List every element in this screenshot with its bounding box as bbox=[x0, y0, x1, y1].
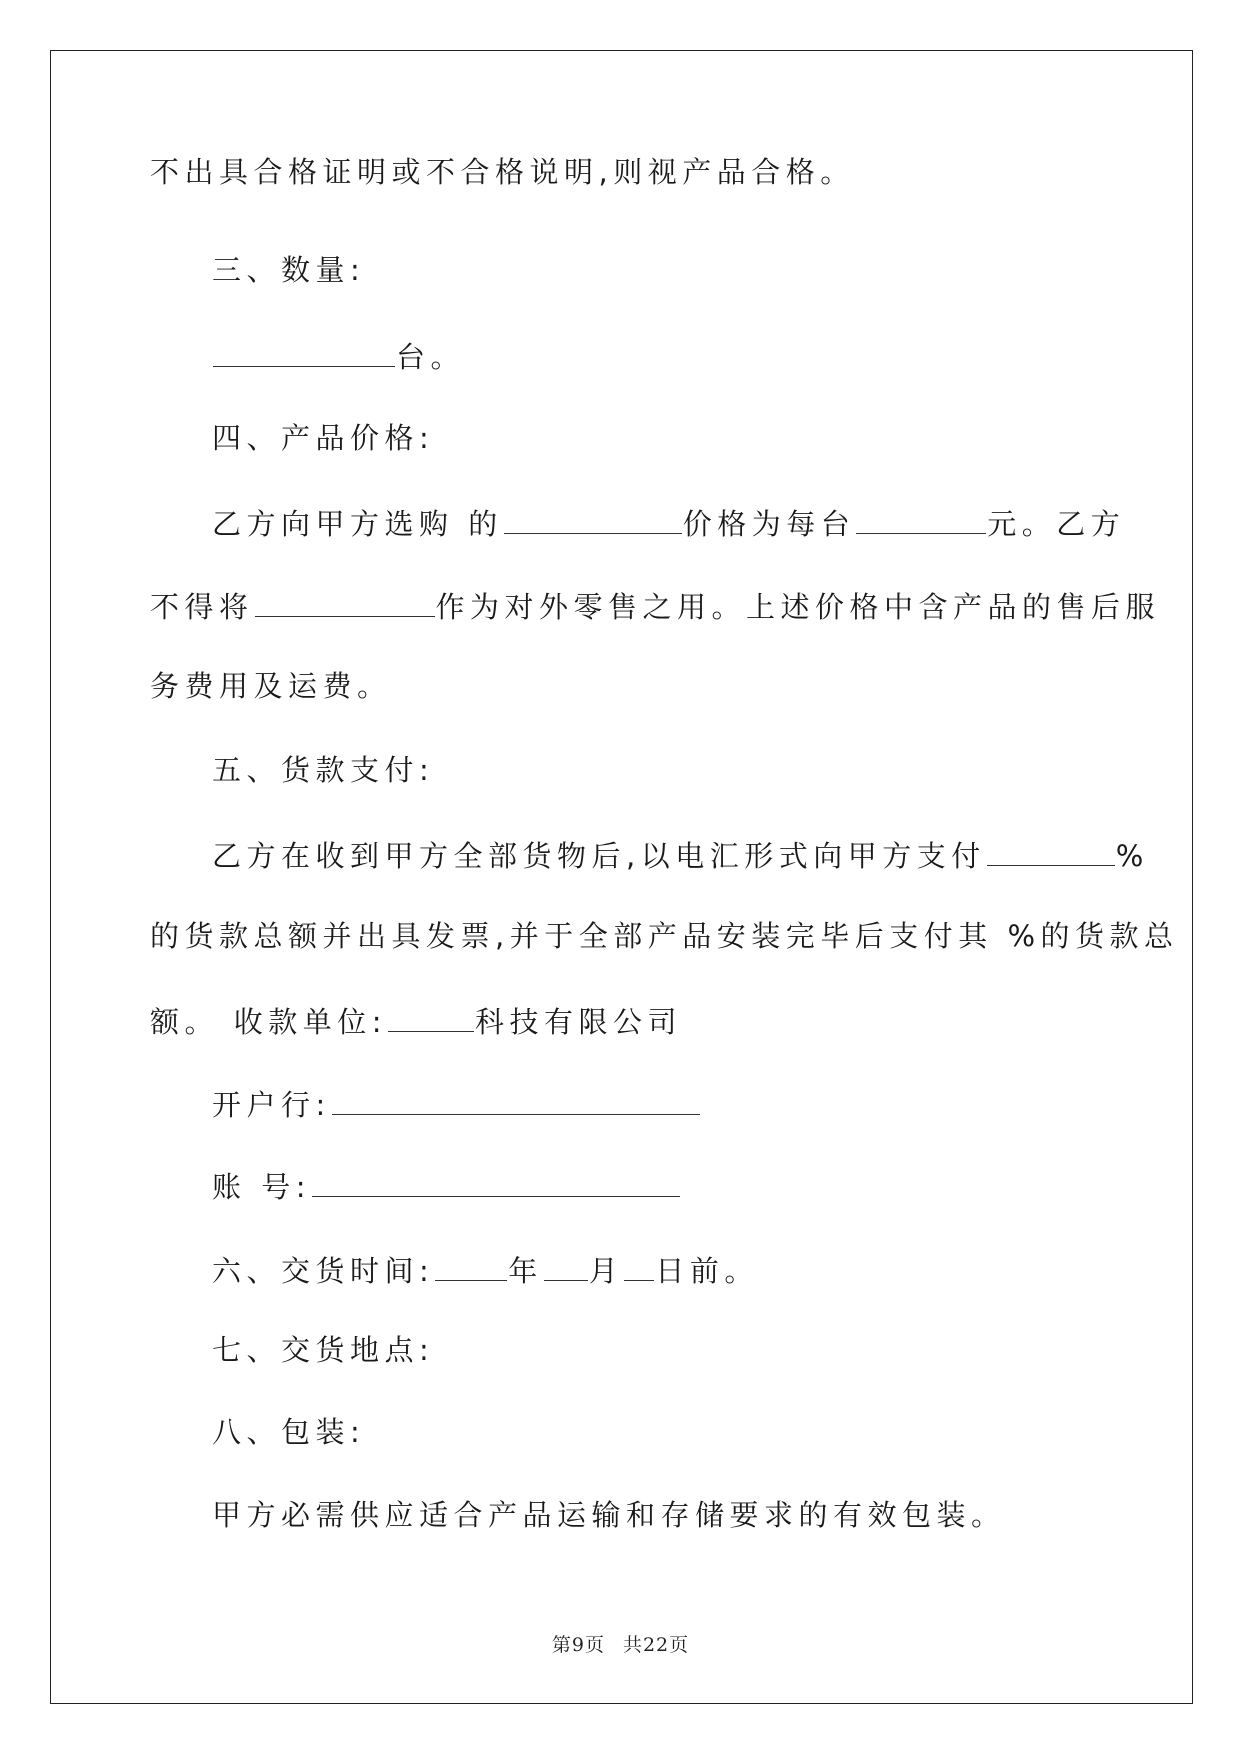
page-footer bbox=[0, 1630, 1241, 1657]
price-text-a: 乙方向甲方选购 的 bbox=[212, 507, 503, 541]
page-border bbox=[50, 50, 1193, 1704]
account-blank bbox=[312, 1170, 680, 1197]
payment-line-1 bbox=[212, 839, 1149, 871]
section-8-heading: 八、包装: bbox=[212, 1415, 366, 1449]
bank-line bbox=[212, 1088, 701, 1120]
delivery-time-line bbox=[212, 1254, 759, 1286]
section-3-heading: 三、数量: bbox=[212, 253, 366, 287]
payee-blank bbox=[388, 1005, 474, 1032]
page-number: 9 bbox=[571, 1634, 585, 1656]
bank-blank bbox=[332, 1088, 700, 1115]
day-label: 日前。 bbox=[655, 1254, 759, 1288]
total-pages: 22 bbox=[642, 1634, 670, 1656]
section-5-heading: 五、货款支付: bbox=[212, 753, 435, 787]
month-blank bbox=[544, 1254, 588, 1281]
percent-sign: % bbox=[1115, 839, 1149, 873]
price-text-e: 作为对外零售之用。上述价格中含产品的售后服 bbox=[435, 590, 1161, 624]
total-label-post: 页 bbox=[669, 1634, 690, 1656]
quantity-blank bbox=[213, 340, 395, 367]
packaging-line: 甲方必需供应适合产品运输和存储要求的有效包装。 bbox=[212, 1498, 1006, 1532]
payment-line-2: 的货款总额并出具发票,并于全部产品安装完毕后支付其 %的货款总 bbox=[150, 919, 1179, 953]
delivery-time-label: 六、交货时间: bbox=[212, 1254, 435, 1288]
payee-suffix: 科技有限公司 bbox=[475, 1005, 683, 1039]
day-blank bbox=[624, 1254, 654, 1281]
payment-line-3 bbox=[150, 1005, 682, 1037]
total-label-pre: 共 bbox=[622, 1634, 643, 1656]
page-label-post: 页 bbox=[584, 1634, 605, 1656]
price-text-b: 价格为每台 bbox=[682, 507, 856, 541]
section-4-heading: 四、产品价格: bbox=[212, 421, 435, 455]
product-blank bbox=[504, 507, 682, 534]
price-line-1 bbox=[212, 507, 1125, 539]
page-label-pre: 第 bbox=[551, 1634, 572, 1656]
account-label: 账 号: bbox=[212, 1170, 311, 1204]
price-text-c: 元。乙方 bbox=[987, 507, 1126, 541]
payment-text-a: 乙方在收到甲方全部货物后,以电汇形式向甲方支付 bbox=[212, 839, 986, 873]
price-line-2 bbox=[150, 590, 1160, 622]
payee-label: 额。 收款单位: bbox=[150, 1005, 387, 1039]
price-line-3: 务费用及运费。 bbox=[150, 669, 392, 703]
item-blank bbox=[255, 590, 435, 617]
quantity-unit: 台。 bbox=[396, 340, 466, 374]
unit-price-blank bbox=[856, 507, 986, 534]
month-label: 月 bbox=[588, 1254, 624, 1288]
bank-label: 开户行: bbox=[212, 1088, 331, 1122]
account-line bbox=[212, 1170, 681, 1202]
section-7-heading: 七、交货地点: bbox=[212, 1333, 435, 1367]
quantity-line bbox=[212, 340, 465, 372]
year-blank bbox=[435, 1254, 507, 1281]
percent-blank bbox=[987, 839, 1115, 866]
text-line-1: 不出具合格证明或不合格说明,则视产品合格。 bbox=[150, 155, 855, 189]
year-label: 年 bbox=[508, 1254, 543, 1288]
price-text-d: 不得将 bbox=[150, 590, 254, 624]
